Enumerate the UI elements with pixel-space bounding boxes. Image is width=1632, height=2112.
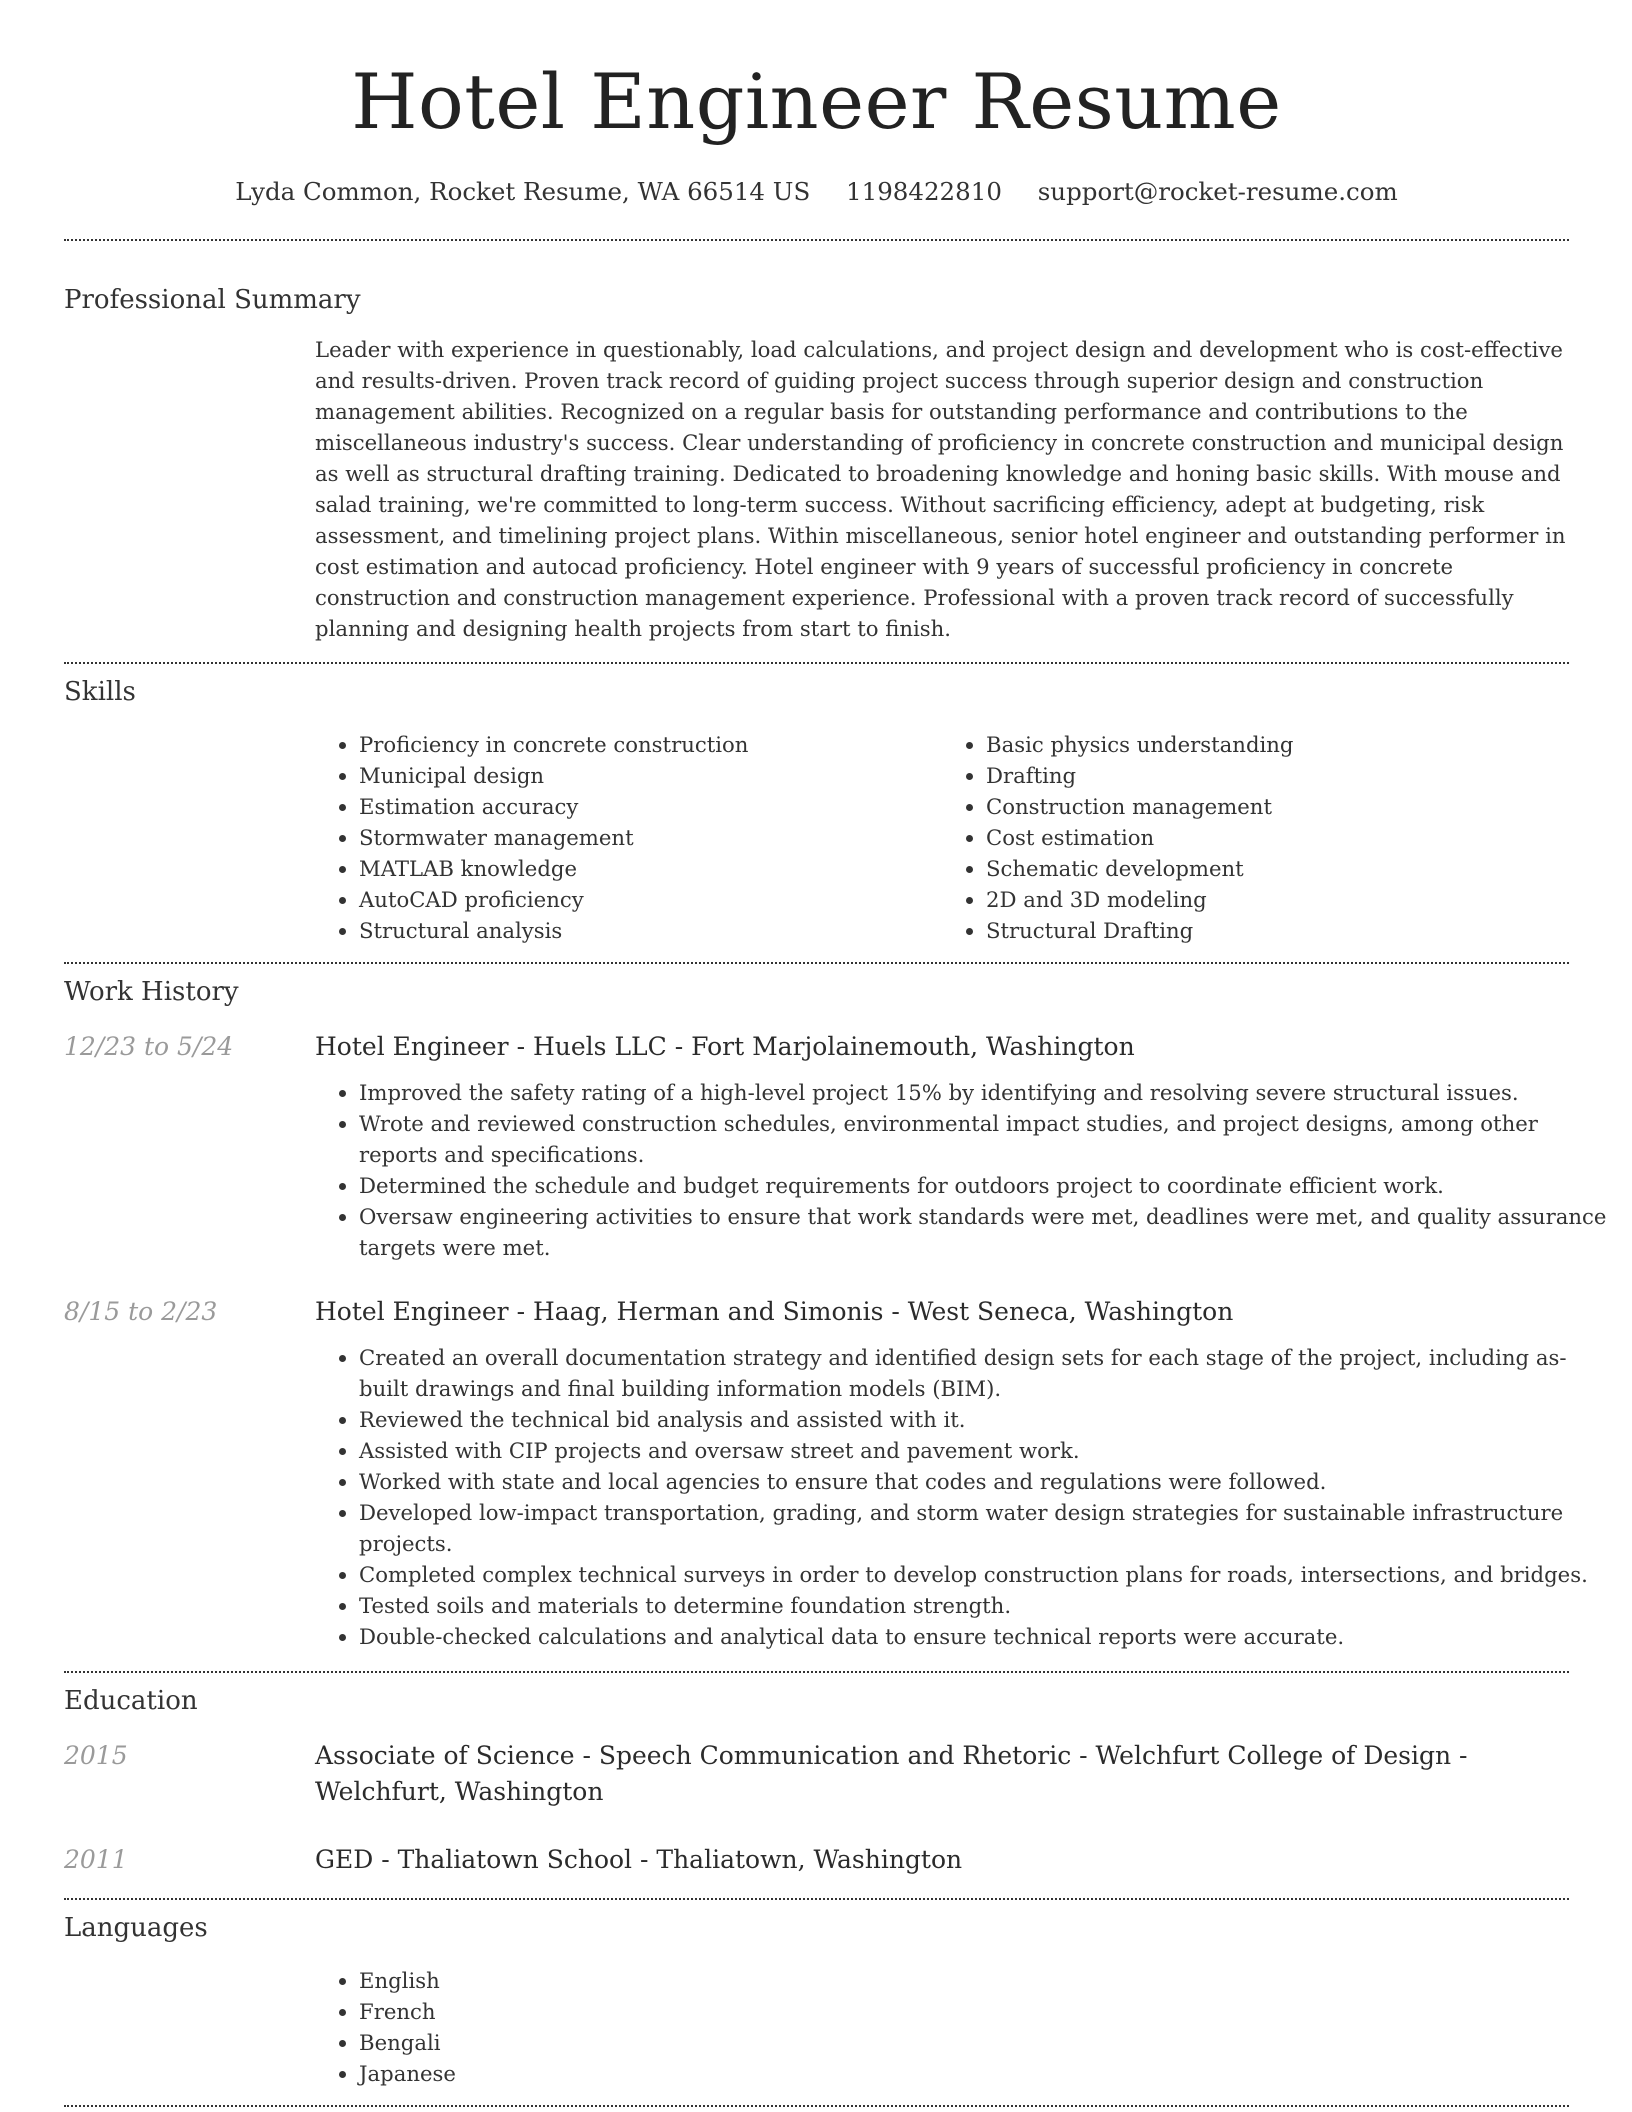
job-bullet: • Improved the safety rating of a high-level project 15% by identifying and resolving severe structural issues.	[359, 1077, 1613, 1108]
job-bullet: • Completed complex technical surveys in order to develop construction plans for roads, intersections, and bridges.	[359, 1559, 1613, 1590]
resume-page	[64, 0, 1607, 2107]
languages-section	[64, 1911, 1569, 2089]
job-bullet: • Tested soils and materials to determine foundation strength.	[359, 1590, 1613, 1621]
education-entry	[64, 1738, 1569, 1810]
language-item: • Bengali	[359, 2027, 1613, 2058]
skill-item: • Schematic development	[986, 853, 1569, 884]
language-item: • Japanese	[359, 2058, 1613, 2089]
languages-heading: Languages	[64, 1913, 208, 1943]
languages-list	[315, 1965, 1613, 2089]
summary-section	[64, 283, 1569, 644]
summary-heading: Professional Summary	[64, 285, 361, 315]
skills-list-left	[315, 729, 942, 946]
job-bullet: • Wrote and reviewed construction schedules, environmental impact studies, and project designs, among other reports and specifications.	[359, 1108, 1613, 1170]
job-bullets	[315, 1342, 1613, 1652]
skill-item: • Municipal design	[359, 760, 942, 791]
divider	[64, 2105, 1569, 2107]
job-date: 8/15 to 2/23	[64, 1297, 218, 1326]
job-bullet: • Assisted with CIP projects and oversaw street and pavement work.	[359, 1435, 1613, 1466]
skills-heading: Skills	[64, 677, 136, 707]
job-header	[64, 1029, 1569, 1065]
divider	[64, 962, 1569, 964]
divider	[64, 1671, 1569, 1673]
job-title: Hotel Engineer - Haag, Herman and Simonis - West Seneca, Washington	[315, 1297, 1234, 1326]
language-item: • French	[359, 1996, 1613, 2027]
skill-item: • Drafting	[986, 760, 1569, 791]
divider	[64, 662, 1569, 664]
skill-item: • AutoCAD proficiency	[359, 884, 942, 915]
work-section	[64, 975, 1607, 1652]
job-entry	[64, 1029, 1607, 1263]
skills-list-right	[942, 729, 1569, 946]
job-bullet: • Determined the schedule and budget requirements for outdoors project to coordinate efficient work.	[359, 1170, 1613, 1201]
resume-title: Hotel Engineer Resume	[351, 57, 1282, 146]
education-title: GED - Thaliatown School - Thaliatown, Washington	[315, 1845, 963, 1874]
job-bullet: • Worked with state and local agencies to ensure that codes and regulations were followed.	[359, 1466, 1613, 1497]
contact-phone: 1198422810	[846, 177, 1002, 206]
skills-section	[64, 675, 1569, 946]
education-title: Associate of Science - Speech Communication and Rhetoric - Welchfurt College of Design - Welchfurt, Washington	[315, 1741, 1468, 1806]
skill-item: • Basic physics understanding	[986, 729, 1569, 760]
job-date: 12/23 to 5/24	[64, 1032, 234, 1061]
language-item: • English	[359, 1965, 1613, 1996]
job-entry	[64, 1294, 1588, 1652]
job-bullet: • Reviewed the technical bid analysis and assisted with it.	[359, 1404, 1613, 1435]
job-bullet: • Developed low-impact transportation, grading, and storm water design strategies for sustainable infrastructure projects.	[359, 1497, 1613, 1559]
job-bullet: • Double-checked calculations and analytical data to ensure technical reports were accurate.	[359, 1621, 1613, 1652]
education-entry	[64, 1842, 1569, 1878]
job-header	[64, 1294, 1569, 1330]
skill-item: • Estimation accuracy	[359, 791, 942, 822]
education-section	[64, 1684, 1569, 1878]
skills-columns	[315, 729, 1569, 946]
education-date: 2011	[64, 1845, 128, 1874]
contact-email: support@rocket-resume.com	[1037, 177, 1398, 206]
job-bullet: • Created an overall documentation strategy and identified design sets for each stage of the project, including as-built drawings and final building information models (BIM).	[359, 1342, 1613, 1404]
job-bullets	[315, 1077, 1613, 1263]
skill-item: • MATLAB knowledge	[359, 853, 942, 884]
contact-address: Lyda Common, Rocket Resume, WA 66514 US	[235, 177, 811, 206]
job-title: Hotel Engineer - Huels LLC - Fort Marjolainemouth, Washington	[315, 1032, 1135, 1061]
work-heading: Work History	[64, 977, 239, 1007]
skill-item: • Proficiency in concrete construction	[359, 729, 942, 760]
skill-item: • Stormwater management	[359, 822, 942, 853]
skill-item: • 2D and 3D modeling	[986, 884, 1569, 915]
skill-item: • Construction management	[986, 791, 1569, 822]
skill-item: • Structural analysis	[359, 915, 942, 946]
skill-item: • Cost estimation	[986, 822, 1569, 853]
education-date: 2015	[64, 1741, 128, 1770]
divider	[64, 1898, 1569, 1900]
education-heading: Education	[64, 1686, 198, 1716]
summary-text: Leader with experience in questionably, load calculations, and project design and development who is cost-effective and results-driven. Proven track record of guiding project success through superior design and construction management abilities. Recognized on a regular basis for outstanding performance and contributions to the miscellaneous industry's success. Clear understanding of proficiency in concrete construction and municipal design as well as structural drafting training. Dedicated to broadening knowledge and honing basic skills. With mouse and salad training, we're committed to long-term success. Without sacrificing efficiency, adept at budgeting, risk assessment, and timelining project plans. Within miscellaneous, senior hotel engineer and outstanding performer in cost estimation and autocad proficiency. Hotel engineer with 9 years of successful proficiency in concrete construction and construction management experience. Professional with a proven track record of successfully planning and designing health projects from start to finish.	[315, 337, 1566, 641]
skill-item: • Structural Drafting	[986, 915, 1569, 946]
job-bullet: • Oversaw engineering activities to ensure that work standards were met, deadlines were met, and quality assurance targets were met.	[359, 1201, 1613, 1263]
divider	[64, 239, 1569, 241]
contact-line	[64, 176, 1569, 208]
